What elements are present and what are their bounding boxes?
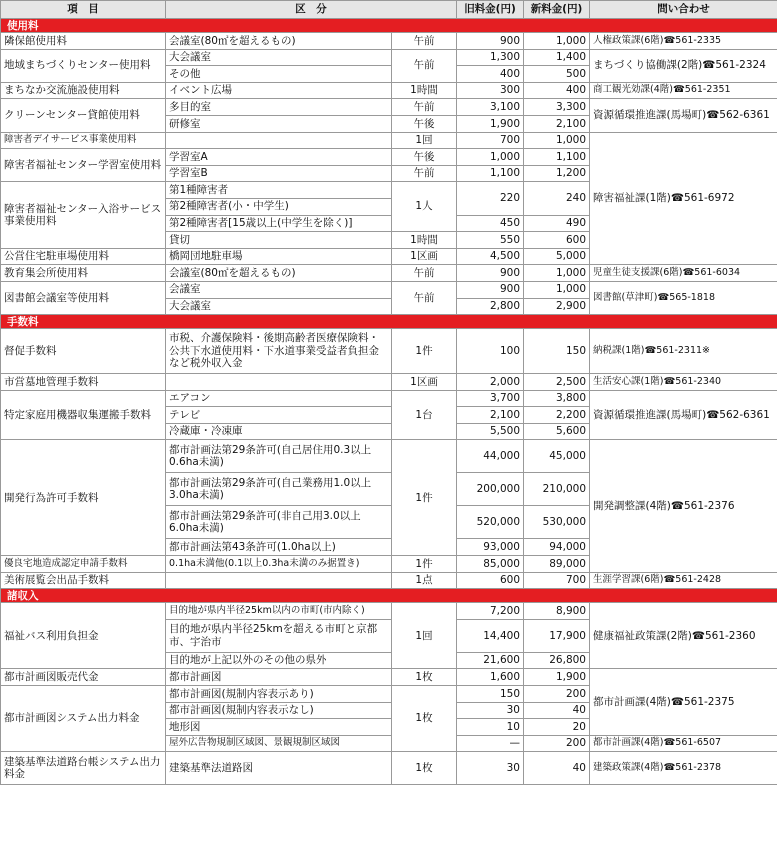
contact: 納税課(1階)☎561-2311※ — [590, 329, 777, 374]
table-row — [1, 281, 777, 298]
division — [166, 132, 392, 149]
unit: 1人 — [392, 182, 457, 232]
contact: 商工観光効課(4階)☎561-2351 — [590, 82, 777, 99]
new-fee: 3,300 — [524, 99, 590, 116]
division: 冷蔵庫・冷凍庫 — [166, 423, 392, 440]
new-fee: 1,000 — [524, 281, 590, 298]
old-fee: 1,600 — [457, 669, 524, 686]
division: 市税、介護保険料・後期高齢者医療保険料・公共下水道使用料・下水道事業受益者負担金など税外収入金 — [166, 329, 392, 374]
item-name: 障害者福祉センター学習室使用料 — [1, 149, 166, 182]
table-row — [1, 374, 777, 391]
new-fee: 1,400 — [524, 49, 590, 66]
old-fee: 700 — [457, 132, 524, 149]
division: 会議室(80㎡を超えるもの) — [166, 33, 392, 50]
division: 都市計画図(規制内容表示なし) — [166, 702, 392, 719]
old-fee: 600 — [457, 572, 524, 589]
item-name: 福祉バス利用負担金 — [1, 603, 166, 669]
item-name: 督促手数料 — [1, 329, 166, 374]
new-fee: 94,000 — [524, 539, 590, 556]
old-fee: 200,000 — [457, 473, 524, 506]
table-row — [1, 33, 777, 50]
new-fee: 2,500 — [524, 374, 590, 391]
item-name: 市営墓地管理手数料 — [1, 374, 166, 391]
new-fee: 8,900 — [524, 603, 590, 620]
division: 学習室A — [166, 149, 392, 166]
division: 会議室(80㎡を超えるもの) — [166, 265, 392, 282]
new-fee: 600 — [524, 232, 590, 249]
table-row — [1, 82, 777, 99]
old-fee: 100 — [457, 329, 524, 374]
division: 都市計画法第29条許可(非自己用3.0以上6.0ha未満) — [166, 506, 392, 539]
old-fee: 550 — [457, 232, 524, 249]
old-fee: 300 — [457, 82, 524, 99]
new-fee: 3,800 — [524, 390, 590, 407]
new-fee: 700 — [524, 572, 590, 589]
division — [166, 374, 392, 391]
table-row — [1, 752, 777, 785]
contact: 健康福祉政策課(2階)☎561-2360 — [590, 603, 777, 669]
unit: 1区画 — [392, 374, 457, 391]
division: 第1種障害者 — [166, 182, 392, 199]
new-fee: 1,000 — [524, 33, 590, 50]
old-fee: 900 — [457, 265, 524, 282]
old-fee: 21,600 — [457, 652, 524, 669]
new-fee: 26,800 — [524, 652, 590, 669]
unit: 午前 — [392, 281, 457, 314]
old-fee: 2,000 — [457, 374, 524, 391]
division: 学習室B — [166, 165, 392, 182]
item-name: クリーンセンター貸館使用料 — [1, 99, 166, 132]
contact: 人権政策課(6階)☎561-2335 — [590, 33, 777, 50]
item-name: 美術展覧会出品手数料 — [1, 572, 166, 589]
item-name: 優良宅地造成認定申請手数料 — [1, 556, 166, 573]
division: 第2種障害者[15歳以上(中学生を除く)] — [166, 215, 392, 232]
item-name: まちなか交流施設使用料 — [1, 82, 166, 99]
category-row — [1, 315, 777, 329]
new-fee: 1,900 — [524, 669, 590, 686]
table-row — [1, 132, 777, 149]
new-fee: 200 — [524, 686, 590, 703]
old-fee: 7,200 — [457, 603, 524, 620]
old-fee: 450 — [457, 215, 524, 232]
unit: 1枚 — [392, 669, 457, 686]
unit: 1件 — [392, 329, 457, 374]
old-fee: 220 — [457, 182, 524, 215]
category-row — [1, 19, 777, 33]
new-fee: 2,200 — [524, 407, 590, 424]
division: 多目的室 — [166, 99, 392, 116]
division — [166, 572, 392, 589]
old-fee: 44,000 — [457, 440, 524, 473]
contact: 開発調整課(4階)☎561-2376 — [590, 440, 777, 572]
unit: 1点 — [392, 572, 457, 589]
division: 大会議室 — [166, 298, 392, 315]
unit: 1台 — [392, 390, 457, 440]
new-fee: 40 — [524, 752, 590, 785]
header-new-fee: 新料金(円) — [524, 1, 590, 19]
header-item: 項 目 — [1, 1, 166, 19]
new-fee: 500 — [524, 66, 590, 83]
division: 都市計画法第29条許可(自己業務用1.0以上3.0ha未満) — [166, 473, 392, 506]
division: 屋外広告物規制区域図、景観規制区域図 — [166, 735, 392, 752]
old-fee: 5,500 — [457, 423, 524, 440]
unit: 1区画 — [392, 248, 457, 265]
item-name: 特定家庭用機器収集運搬手数料 — [1, 390, 166, 440]
unit: 1時間 — [392, 232, 457, 249]
table-row — [1, 572, 777, 589]
new-fee: 1,000 — [524, 132, 590, 149]
new-fee: 17,900 — [524, 619, 590, 652]
division: 大会議室 — [166, 49, 392, 66]
item-name: 都市計画図システム出力料金 — [1, 686, 166, 752]
division: その他 — [166, 66, 392, 83]
division: 橋岡団地駐車場 — [166, 248, 392, 265]
contact: 建築政策課(4階)☎561-2378 — [590, 752, 777, 785]
unit: 午前 — [392, 265, 457, 282]
contact: 図書館(草津町)☎565-1818 — [590, 281, 777, 314]
table-row — [1, 329, 777, 374]
new-fee: 200 — [524, 735, 590, 752]
item-name: 開発行為許可手数料 — [1, 440, 166, 556]
old-fee: 150 — [457, 686, 524, 703]
old-fee: 1,100 — [457, 165, 524, 182]
unit: 1回 — [392, 603, 457, 669]
division: テレビ — [166, 407, 392, 424]
contact: 都市計画課(4階)☎561-2375 — [590, 669, 777, 735]
unit: 午後 — [392, 149, 457, 166]
table-row — [1, 265, 777, 282]
old-fee: 1,000 — [457, 149, 524, 166]
division: 研修室 — [166, 115, 392, 132]
new-fee: 1,200 — [524, 165, 590, 182]
category-usage-fees: 使用料 — [1, 19, 777, 33]
old-fee: — — [457, 735, 524, 752]
division: イベント広場 — [166, 82, 392, 99]
item-name: 地域まちづくりセンター使用料 — [1, 49, 166, 82]
item-name: 教育集会所使用料 — [1, 265, 166, 282]
contact: まちづくり協働課(2階)☎561-2324 — [590, 49, 777, 82]
division: 目的地が上記以外のその他の県外 — [166, 652, 392, 669]
division: 都市計画図(規制内容表示あり) — [166, 686, 392, 703]
division: 会議室 — [166, 281, 392, 298]
new-fee: 530,000 — [524, 506, 590, 539]
new-fee: 240 — [524, 182, 590, 215]
unit: 午前 — [392, 99, 457, 116]
new-fee: 45,000 — [524, 440, 590, 473]
table-row — [1, 49, 777, 66]
contact: 生活安心課(1階)☎561-2340 — [590, 374, 777, 391]
table-row — [1, 390, 777, 407]
contact: 資源循環推進課(馬場町)☎562-6361 — [590, 99, 777, 132]
unit: 午前 — [392, 49, 457, 82]
category-row — [1, 589, 777, 603]
new-fee: 2,100 — [524, 115, 590, 132]
division: エアコン — [166, 390, 392, 407]
new-fee: 5,000 — [524, 248, 590, 265]
table-row — [1, 603, 777, 620]
item-name: 障害者デイサービス事業使用料 — [1, 132, 166, 149]
contact: 児童生徒支援課(6階)☎561-6034 — [590, 265, 777, 282]
old-fee: 30 — [457, 752, 524, 785]
header-contact: 問い合わせ — [590, 1, 777, 19]
table-row — [1, 99, 777, 116]
division: 都市計画法第29条許可(自己居住用0.3以上0.6ha未満) — [166, 440, 392, 473]
header-row — [1, 1, 777, 19]
new-fee: 150 — [524, 329, 590, 374]
old-fee: 900 — [457, 33, 524, 50]
division: 都市計画法第43条許可(1.0ha以上) — [166, 539, 392, 556]
old-fee: 900 — [457, 281, 524, 298]
item-name: 公営住宅駐車場使用料 — [1, 248, 166, 265]
unit: 1枚 — [392, 686, 457, 752]
old-fee: 520,000 — [457, 506, 524, 539]
header-division: 区 分 — [166, 1, 457, 19]
old-fee: 1,900 — [457, 115, 524, 132]
new-fee: 89,000 — [524, 556, 590, 573]
old-fee: 3,700 — [457, 390, 524, 407]
division: 目的地が県内半径25kmを超える市町と京都市、宇治市 — [166, 619, 392, 652]
old-fee: 85,000 — [457, 556, 524, 573]
old-fee: 2,100 — [457, 407, 524, 424]
header-old-fee: 旧料金(円) — [457, 1, 524, 19]
division: 第2種障害者(小・中学生) — [166, 198, 392, 215]
contact: 資源循環推進課(馬場町)☎562-6361 — [590, 390, 777, 440]
unit: 午前 — [392, 165, 457, 182]
old-fee: 93,000 — [457, 539, 524, 556]
unit: 1件 — [392, 440, 457, 556]
division: 都市計画図 — [166, 669, 392, 686]
unit: 1時間 — [392, 82, 457, 99]
division: 地形図 — [166, 719, 392, 736]
division: 0.1ha未満他(0.1以上0.3ha未満のみ据置き) — [166, 556, 392, 573]
old-fee: 4,500 — [457, 248, 524, 265]
old-fee: 3,100 — [457, 99, 524, 116]
old-fee: 10 — [457, 719, 524, 736]
new-fee: 5,600 — [524, 423, 590, 440]
new-fee: 210,000 — [524, 473, 590, 506]
table-row — [1, 669, 777, 686]
old-fee: 1,300 — [457, 49, 524, 66]
old-fee: 30 — [457, 702, 524, 719]
table-row — [1, 440, 777, 473]
new-fee: 1,000 — [524, 265, 590, 282]
old-fee: 2,800 — [457, 298, 524, 315]
new-fee: 490 — [524, 215, 590, 232]
old-fee: 14,400 — [457, 619, 524, 652]
item-name: 隣保館使用料 — [1, 33, 166, 50]
item-name: 都市計画図販売代金 — [1, 669, 166, 686]
division: 目的地が県内半径25km以内の市町(市内除く) — [166, 603, 392, 620]
division: 建築基準法道路図 — [166, 752, 392, 785]
item-name: 障害者福祉センター入浴サービス事業使用料 — [1, 182, 166, 248]
unit: 午後 — [392, 115, 457, 132]
category-handling-fees: 手数料 — [1, 315, 777, 329]
unit: 1回 — [392, 132, 457, 149]
contact: 生涯学習課(6階)☎561-2428 — [590, 572, 777, 589]
new-fee: 1,100 — [524, 149, 590, 166]
contact: 障害福祉課(1階)☎561-6972 — [590, 132, 777, 265]
item-name: 建築基準法道路台帳システム出力料金 — [1, 752, 166, 785]
new-fee: 2,900 — [524, 298, 590, 315]
unit: 午前 — [392, 33, 457, 50]
category-misc-income: 諸収入 — [1, 589, 777, 603]
new-fee: 400 — [524, 82, 590, 99]
unit: 1枚 — [392, 752, 457, 785]
old-fee: 400 — [457, 66, 524, 83]
division: 貸切 — [166, 232, 392, 249]
new-fee: 20 — [524, 719, 590, 736]
new-fee: 40 — [524, 702, 590, 719]
unit: 1件 — [392, 556, 457, 573]
item-name: 図書館会議室等使用料 — [1, 281, 166, 314]
contact: 都市計画課(4階)☎561-6507 — [590, 735, 777, 752]
